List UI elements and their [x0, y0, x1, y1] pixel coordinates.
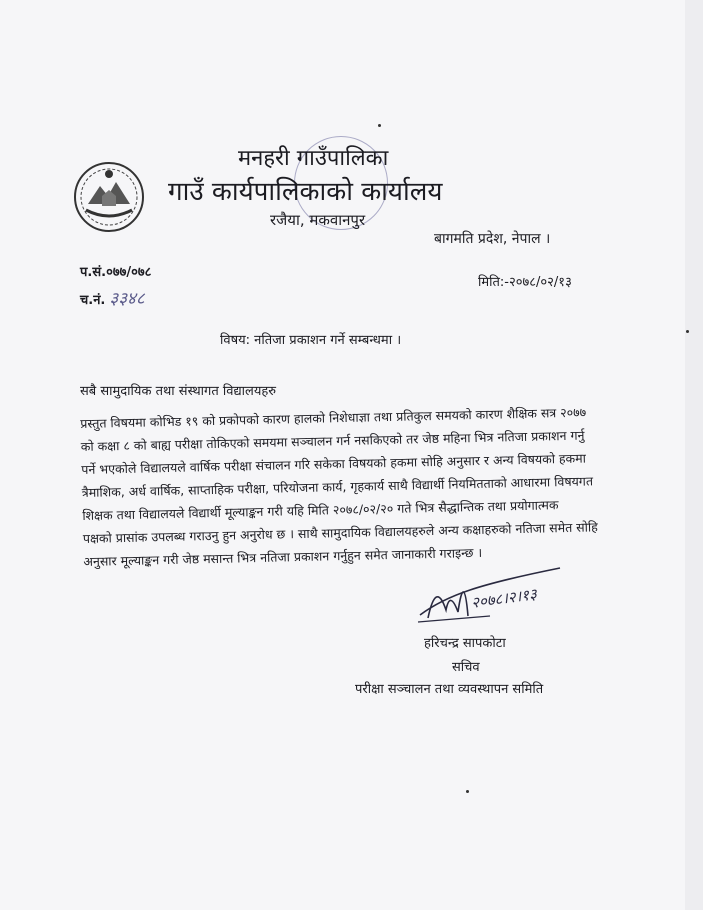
letter-body [80, 399, 664, 573]
reference-number [80, 262, 151, 280]
province-line: बागमति प्रदेश, नेपाल । [434, 231, 551, 247]
body-line: पक्षको प्रासांक उपलब्ध गराउनु हुन अनुरोध छ । साथै सामुदायिक विद्यालयहरुले अन्य कक्षाहरुको नतिजा समेत सोहि [82, 519, 598, 546]
scan-speck [686, 330, 689, 333]
signatory-role: सचिव [452, 660, 480, 675]
office-address: रजैया, मकवानपुर [270, 211, 366, 229]
body-line: त्रैमाशिक, अर्ध वार्षिक, साप्ताहिक परीक्षा, परियोजना कार्य, गृहकार्य साथै विद्यार्थी नियमितताको आधारमा विषयगत [81, 473, 594, 500]
cn-value: ३३४८ [109, 289, 145, 309]
municipality-name: मनहरी गाउँपालिका [238, 146, 389, 171]
nepal-government-emblem-icon [72, 160, 146, 234]
scan-speck [378, 124, 381, 127]
cn-label: च.नं. [80, 293, 106, 308]
subject-line: विषय: नतिजा प्रकाशन गर्ने सम्बन्धमा । [220, 333, 402, 348]
dispatch-number [80, 286, 145, 309]
body-line: को कक्षा ८ को बाह्य परीक्षा तोकिएको समयमा सञ्चालन गर्न नसकिएको तर जेष्ठ महिना भित्र नतिजा प्रकाशन गर्नु [80, 427, 585, 454]
body-line: अनुसार मूल्याङ्कन गरी जेष्ठ मसान्त भित्र नतिजा प्रकाशन गर्नुहुन समेत जानाकारी गराइन्छ । [83, 544, 483, 569]
ps-label: प.सं. [80, 265, 107, 280]
ps-value: ०७७/०७८ [106, 265, 152, 280]
body-line: पर्ने भएकोले विद्यालयले वार्षिक परीक्षा संचालन गरि सकेका विषयको हकमा सोहि अनुसार र अन्य विषयको हकमा [81, 450, 587, 477]
salutation: सबै सामुदायिक तथा संस्थागत विद्यालयहरु [80, 384, 277, 399]
scan-edge [685, 0, 703, 910]
letter-date: मिति:-२०७८/०२/१३ [478, 275, 572, 290]
body-line: शिक्षक तथा विद्यालयले विद्यार्थी मूल्याङ्कन गरी यहि मिति २०७८/०२/२० गते भित्र सैद्धान्तिक तथा प्रयोगात्मक [82, 497, 559, 523]
office-name: गाउँ कार्यपालिकाको कार्यालय [168, 177, 443, 207]
scan-speck [466, 790, 469, 793]
signatory-name: हरिचन्द्र सापकोटा [424, 636, 506, 651]
body-line: प्रस्तुत विषयमा कोभिड १९ को प्रकोपको कारण हालको निशेधाज्ञा तथा प्रतिकुल समयको कारण शैक्षिक सत्र २०७७ [80, 404, 587, 431]
signature-date: २०७८।२।१३ [470, 584, 538, 612]
handwritten-signature [410, 560, 570, 630]
signatory-committee: परीक्षा सञ्चालन तथा व्यवस्थापन समिति [355, 682, 544, 697]
